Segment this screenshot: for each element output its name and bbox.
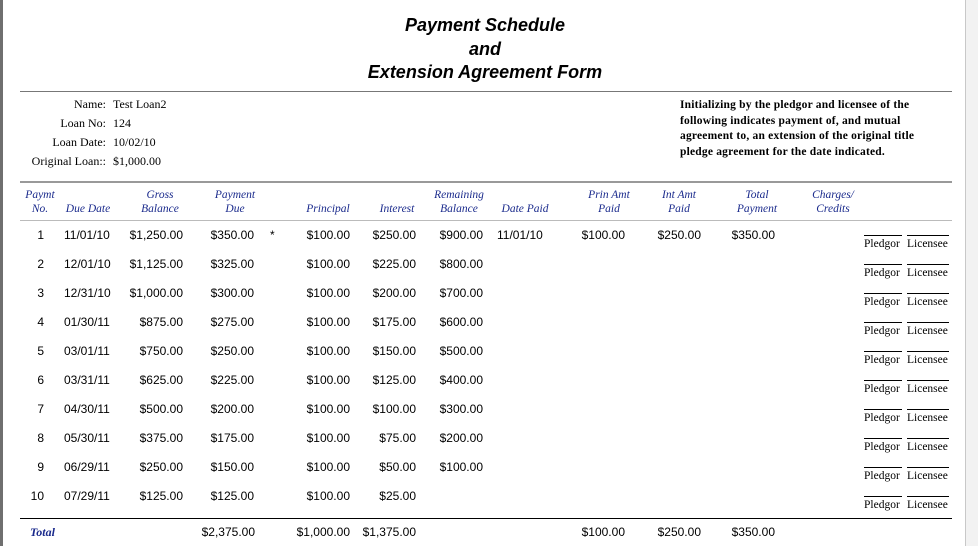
- licensee-label: Licensee: [907, 383, 948, 395]
- pledgor-initial-line[interactable]: [864, 438, 902, 439]
- licensee-initial-line[interactable]: [907, 380, 949, 381]
- licensee-initial-line[interactable]: [907, 351, 949, 352]
- original-loan-label: Original Loan::: [31, 154, 106, 168]
- licensee-initial-line[interactable]: [907, 322, 949, 323]
- cell-gross: $375.00: [139, 431, 183, 445]
- total-payment-due: $2,375.00: [201, 525, 255, 539]
- pledgor-initial-line[interactable]: [864, 351, 902, 352]
- window-left-border: [0, 0, 3, 546]
- pledgor-initial-line[interactable]: [864, 409, 902, 410]
- loan-no-label: Loan No:: [60, 116, 106, 130]
- cell-gross: $750.00: [139, 344, 183, 358]
- cell-gross: $1,000.00: [129, 286, 183, 300]
- licensee-initial-line[interactable]: [907, 438, 949, 439]
- cell-principal: $100.00: [306, 344, 350, 358]
- pledgor-label: Pledgor: [864, 296, 900, 308]
- cell-due: 06/29/11: [64, 460, 110, 474]
- cell-interest: $25.00: [379, 489, 416, 503]
- pledgor-initial-line[interactable]: [864, 467, 902, 468]
- header-underline: [20, 220, 952, 221]
- cell-principal: $100.00: [306, 257, 350, 271]
- header-date-paid: Date Paid: [501, 203, 549, 215]
- cell-payment: $275.00: [210, 315, 254, 329]
- cell-principal: $100.00: [306, 489, 350, 503]
- cell-due: 11/01/10: [64, 228, 110, 242]
- cell-remaining: $100.00: [439, 460, 483, 474]
- pledgor-label: Pledgor: [864, 267, 900, 279]
- header-due-date: Due Date: [65, 203, 111, 215]
- title-line-3: Extension Agreement Form: [367, 62, 603, 82]
- pledgor-label: Pledgor: [864, 383, 900, 395]
- pledgor-initial-line[interactable]: [864, 322, 902, 323]
- cell-prin-paid: $100.00: [581, 228, 625, 242]
- cell-due: 03/01/11: [64, 344, 110, 358]
- cell-remaining: $300.00: [439, 402, 483, 416]
- name-label: Name:: [74, 97, 106, 111]
- cell-principal: $100.00: [306, 286, 350, 300]
- cell-payment: $150.00: [210, 460, 254, 474]
- title-line-1: Payment Schedule: [404, 15, 566, 35]
- pledgor-label: Pledgor: [864, 499, 900, 511]
- cell-payment: $325.00: [210, 257, 254, 271]
- header-principal: Principal: [306, 203, 350, 215]
- cell-payment: $350.00: [210, 228, 254, 242]
- cell-remaining: $200.00: [439, 431, 483, 445]
- cell-no: 10: [30, 489, 44, 503]
- cell-principal: $100.00: [306, 315, 350, 329]
- loan-date-value: 10/02/10: [113, 135, 156, 149]
- cell-no: 4: [37, 315, 44, 329]
- pledgor-label: Pledgor: [864, 470, 900, 482]
- cell-principal: $100.00: [306, 402, 350, 416]
- cell-principal: $100.00: [306, 460, 350, 474]
- cell-remaining: $600.00: [439, 315, 483, 329]
- header-payment-due: Payment Due: [214, 189, 256, 215]
- pledgor-initial-line[interactable]: [864, 293, 902, 294]
- total-total-payment: $350.00: [731, 525, 775, 539]
- cell-payment: $225.00: [210, 373, 254, 387]
- cell-due: 12/31/10: [64, 286, 111, 300]
- cell-remaining: $800.00: [439, 257, 483, 271]
- licensee-label: Licensee: [907, 296, 948, 308]
- cell-principal: $100.00: [306, 228, 350, 242]
- cell-due: 01/30/11: [64, 315, 110, 329]
- name-value: Test Loan2: [113, 97, 167, 111]
- licensee-label: Licensee: [907, 412, 948, 424]
- agreement-note: Initializing by the pledgor and licensee of the following indicates payment of, and mutual agreement to, an extension of the original title pledge agreement for the date indicated.: [680, 99, 915, 158]
- cell-remaining: $700.00: [439, 286, 483, 300]
- licensee-initial-line[interactable]: [907, 496, 949, 497]
- cell-gross: $1,125.00: [129, 257, 183, 271]
- cell-interest: $250.00: [372, 228, 416, 242]
- licensee-initial-line[interactable]: [907, 235, 949, 236]
- loan-date-label: Loan Date:: [52, 135, 106, 149]
- header-interest: Interest: [379, 203, 415, 215]
- cell-gross: $250.00: [139, 460, 183, 474]
- header-prin-amt-paid: Prin Amt Paid: [588, 189, 630, 215]
- header-charges-credits: Charges/ Credits: [812, 189, 854, 215]
- cell-interest: $225.00: [372, 257, 416, 271]
- cell-due: 04/30/11: [64, 402, 110, 416]
- cell-total: $350.00: [731, 228, 775, 242]
- total-int-paid: $250.00: [657, 525, 701, 539]
- cell-payment: $200.00: [210, 402, 254, 416]
- licensee-initial-line[interactable]: [907, 293, 949, 294]
- licensee-initial-line[interactable]: [907, 264, 949, 265]
- cell-interest: $100.00: [372, 402, 416, 416]
- cell-interest: $175.00: [372, 315, 416, 329]
- cell-payment: $175.00: [210, 431, 254, 445]
- cell-flag: *: [270, 228, 275, 242]
- pledgor-label: Pledgor: [864, 325, 900, 337]
- licensee-label: Licensee: [907, 441, 948, 453]
- pledgor-initial-line[interactable]: [864, 264, 902, 265]
- licensee-label: Licensee: [907, 499, 948, 511]
- licensee-label: Licensee: [907, 470, 948, 482]
- totals-rule: [20, 518, 952, 519]
- header-int-amt-paid: Int Amt Paid: [662, 189, 696, 215]
- pledgor-initial-line[interactable]: [864, 496, 902, 497]
- cell-no: 2: [37, 257, 44, 271]
- cell-gross: $875.00: [139, 315, 183, 329]
- cell-interest: $75.00: [379, 431, 416, 445]
- cell-payment: $250.00: [210, 344, 254, 358]
- cell-int-paid: $250.00: [657, 228, 701, 242]
- title-line-2: and: [468, 39, 501, 59]
- cell-due: 07/29/11: [64, 489, 110, 503]
- cell-payment: $125.00: [210, 489, 254, 503]
- cell-remaining: $500.00: [439, 344, 483, 358]
- licensee-label: Licensee: [907, 267, 948, 279]
- vertical-scrollbar[interactable]: [965, 0, 978, 546]
- cell-interest: $150.00: [372, 344, 416, 358]
- total-label: Total: [30, 525, 55, 539]
- cell-no: 3: [37, 286, 44, 300]
- loan-no-value: 124: [113, 116, 131, 130]
- cell-gross: $500.00: [139, 402, 183, 416]
- cell-no: 1: [37, 228, 44, 242]
- cell-interest: $50.00: [379, 460, 416, 474]
- pledgor-label: Pledgor: [864, 441, 900, 453]
- cell-no: 6: [37, 373, 44, 387]
- header-total-payment: Total Payment: [736, 189, 778, 215]
- cell-gross: $1,250.00: [129, 228, 183, 242]
- header-paymt-no: Paymt No.: [25, 189, 55, 215]
- cell-remaining: $900.00: [439, 228, 483, 242]
- total-prin-paid: $100.00: [581, 525, 625, 539]
- cell-no: 8: [37, 431, 44, 445]
- cell-interest: $200.00: [372, 286, 416, 300]
- cell-date-paid: 11/01/10: [497, 228, 543, 242]
- original-loan-value: $1,000.00: [113, 154, 161, 168]
- cell-no: 5: [37, 344, 44, 358]
- pledgor-label: Pledgor: [864, 354, 900, 366]
- header-divider: [20, 91, 952, 92]
- pledgor-initial-line[interactable]: [864, 235, 902, 236]
- licensee-label: Licensee: [907, 325, 948, 337]
- cell-gross: $625.00: [139, 373, 183, 387]
- header-remaining-balance: Remaining Balance: [434, 189, 484, 215]
- cell-gross: $125.00: [139, 489, 183, 503]
- pledgor-initial-line[interactable]: [864, 380, 902, 381]
- licensee-label: Licensee: [907, 354, 948, 366]
- cell-due: 12/01/10: [64, 257, 111, 271]
- cell-principal: $100.00: [306, 431, 350, 445]
- licensee-initial-line[interactable]: [907, 409, 949, 410]
- total-principal: $1,000.00: [296, 525, 350, 539]
- cell-due: 05/30/11: [64, 431, 110, 445]
- total-interest: $1,375.00: [362, 525, 416, 539]
- pledgor-label: Pledgor: [864, 412, 900, 424]
- cell-no: 7: [37, 402, 44, 416]
- cell-payment: $300.00: [210, 286, 254, 300]
- cell-due: 03/31/11: [64, 373, 110, 387]
- cell-no: 9: [37, 460, 44, 474]
- pledgor-label: Pledgor: [864, 238, 900, 250]
- cell-principal: $100.00: [306, 373, 350, 387]
- table-top-rule: [20, 181, 952, 183]
- licensee-label: Licensee: [907, 238, 948, 250]
- licensee-initial-line[interactable]: [907, 467, 949, 468]
- header-gross-balance: Gross Balance: [141, 189, 179, 215]
- cell-remaining: $400.00: [439, 373, 483, 387]
- cell-interest: $125.00: [372, 373, 416, 387]
